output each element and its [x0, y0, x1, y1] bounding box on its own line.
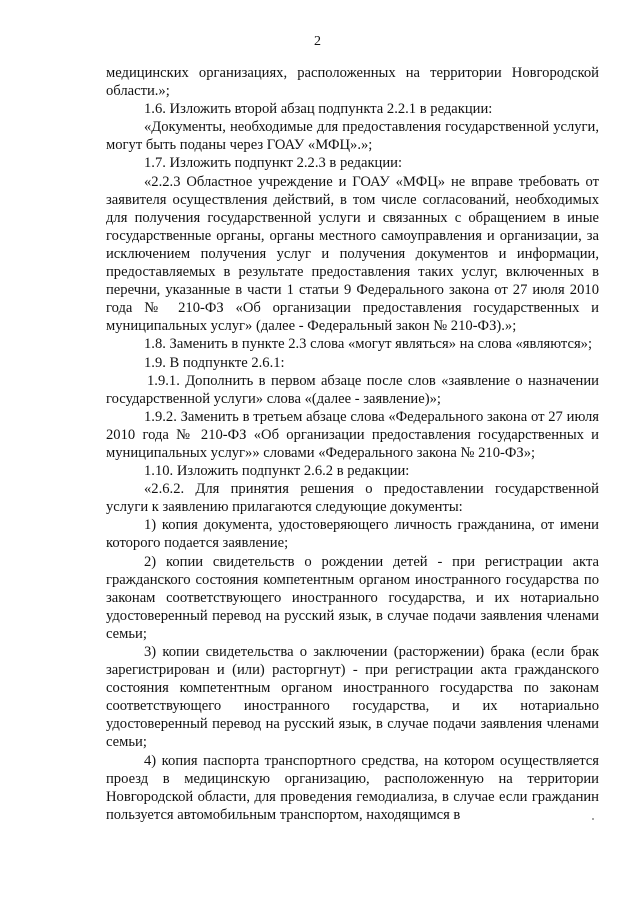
document-body	[106, 64, 599, 824]
paragraph-item-1-8: 1.8. Заменить в пункте 2.3 слова «могут являться» на слова «являются»;	[144, 336, 593, 353]
paragraph-item-1-10: 1.10. Изложить подпункт 2.6.2 в редакции:	[144, 463, 410, 480]
list-item-4: 4) копия паспорта транспортного средства, на котором осуществляется проезд в медицинскую организацию, расположенную на территории Новгородской области, для проведения гемодиализа, в случае если гражданин пользуется автомобильным транспортом, находящимся в	[106, 752, 599, 823]
list-item-3: 3) копии свидетельства о заключении (расторжении) брака (если брак зарегистрирован и (или) расторгнут) - при регистрации акта гражданского состояния компетентным органом иностранного государства по законам соответствующего иностранного государства, и их нотариально удостоверенный перевод на русский язык, в случае подачи заявления членами семьи;	[106, 644, 599, 751]
paragraph-item-1-7: 1.7. Изложить подпункт 2.2.3 в редакции:	[144, 155, 403, 172]
paragraph-item-1-9-1: 1.9.1. Дополнить в первом абзаце после слов «заявление о назначении государственной услуги» слова «(далее - заявление)»;	[106, 372, 599, 407]
paragraph-item-1-6: 1.6. Изложить второй абзац подпункта 2.2.1 в редакции:	[144, 101, 493, 118]
paragraph-quote-2-2-3: «2.2.3 Областное учреждение и ГОАУ «МФЦ» не вправе требовать от заявителя осуществления действий, в том числе согласований, необходимых для получения государственной услуги и связанных с обращением в иные государственные органы, органы местного самоуправления и организации, за исключением получения услуг и получения документов и информации, предоставляемых в результате предоставления таких услуг, включенных в перечни, указанные в части 1 статьи 9 Федерального закона от 27 июля 2010 года № 210-ФЗ «Об организации предоставления государственных и муниципальных услуг» (далее - Федеральный закон № 210-ФЗ).»;	[106, 173, 599, 335]
paragraph-continuation: медицинских организациях, расположенных на территории Новгородской области.»;	[106, 65, 599, 100]
paragraph-item-1-9: 1.9. В подпункте 2.6.1:	[144, 354, 285, 371]
paragraph-item-1-9-2: 1.9.2. Заменить в третьем абзаце слова «Федерального закона от 27 июля 2010 года № 210-ФЗ «Об организации предоставления государственных и муниципальных услуг»» словами «Федерального закона № 210-ФЗ»;	[106, 408, 599, 461]
scan-speck	[592, 818, 594, 820]
paragraph-quote-documents: «Документы, необходимые для предоставления государственной услуги, могут быть поданы через ГОАУ «МФЦ».»;	[106, 119, 599, 154]
page-number: 2	[314, 34, 321, 49]
paragraph-quote-2-6-2: «2.6.2. Для принятия решения о предоставлении государственной услуги к заявлению прилагаются следующие документы:	[106, 481, 599, 516]
list-item-2: 2) копии свидетельств о рождении детей - при регистрации акта гражданского состояния компетентным органом иностранного государства по законам соответствующего иностранного государства, и их нотариально удостоверенный перевод на русский язык, в случае подачи заявления членами семьи;	[106, 553, 599, 642]
list-item-1: 1) копия документа, удостоверяющего личность гражданина, от имени которого подается заявление;	[106, 517, 599, 552]
